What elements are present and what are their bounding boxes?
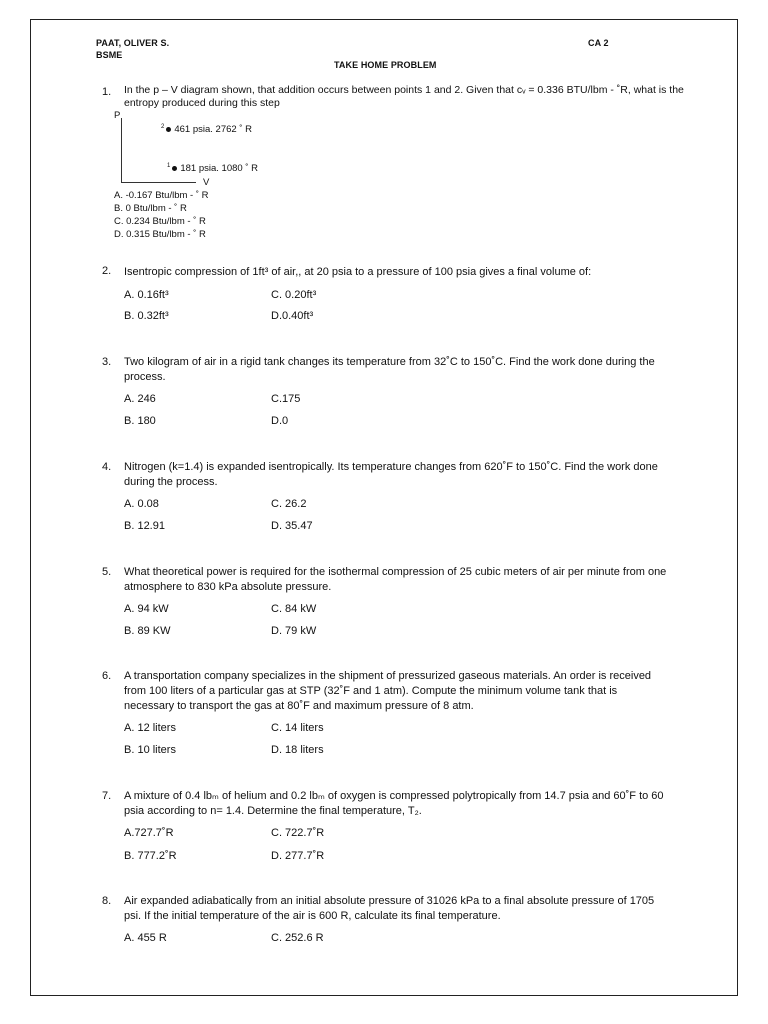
option-a: A.727.7˚R: [124, 827, 174, 839]
option-d: D. 277.7˚R: [271, 850, 325, 862]
option-b: B. 180: [124, 415, 156, 427]
option-b: B. 0 Btu/lbm - ˚ R: [114, 203, 187, 214]
question-text: Two kilogram of air in a rigid tank changes its temperature from 32˚C to 150˚C. Find the work done during the process.: [124, 356, 655, 383]
option-d: D. 35.47: [271, 520, 313, 532]
question-number: 8.: [102, 895, 112, 907]
question-text: In the p – V diagram shown, that addition occurs between points 1 and 2. Given that cᵥ = 0.336 BTU/lbm - ˚R, what is the entropy produced during this step: [124, 84, 684, 109]
question-text: Air expanded adiabatically from an initial absolute pressure of 31026 kPa to a final absolute pressure of 1705 psi. If the initial temperature of the air is 600 R, calculate its final temperature.: [124, 895, 655, 922]
question-text: A transportation company specializes in the shipment of pressurized gaseous materials. An order is received from 100 liters of a particular gas at STP (32˚F and 1 atm). Compute the minimum volume tank that is necessary to transport the gas at 80˚F and maximum pressure of 8 atm.: [124, 670, 652, 712]
document-code: CA 2: [588, 38, 609, 48]
option-b: B. 10 liters: [124, 744, 176, 756]
option-c: C. 84 kW: [271, 603, 317, 615]
option-a: A. 94 kW: [124, 603, 169, 615]
point-2-number: 2: [161, 124, 165, 130]
option-d: D.0: [271, 415, 289, 427]
question-number: 1.: [102, 86, 112, 98]
v-axis-line: [121, 182, 196, 183]
point-1-marker: [172, 166, 177, 171]
option-a: A. 12 liters: [124, 722, 176, 734]
option-b: B. 777.2˚R: [124, 850, 177, 862]
document-title: TAKE HOME PROBLEM: [334, 60, 437, 70]
option-a: A. -0.167 Btu/lbm - ˚ R: [114, 190, 209, 201]
option-d: D.0.40ft³: [271, 310, 314, 322]
point-2: [161, 124, 252, 135]
point-2-text: 461 psia. 2762 ˚ R: [174, 124, 252, 136]
option-c: C. 0.234 Btu/lbm - ˚ R: [114, 216, 206, 227]
p-axis-line: [121, 118, 122, 183]
question-number: 3.: [102, 356, 112, 368]
v-axis-label: V: [203, 177, 210, 188]
point-1: [167, 163, 258, 174]
option-a: A. 455 R: [124, 932, 167, 944]
question-number: 7.: [102, 790, 112, 802]
question-text: Isentropic compression of 1ft³ of air,, at 20 psia to a pressure of 100 psia gives a final volume of:: [124, 266, 592, 278]
question-number: 2.: [102, 265, 112, 277]
point-1-number: 1: [167, 163, 171, 169]
question-text: A mixture of 0.4 lbₘ of helium and 0.2 lbₘ of oxygen is compressed polytropically from 14.7 psia and 60˚F to 60 psia according to n= 1.4. Determine the final temperature, T₂.: [124, 790, 664, 817]
option-c: C. 252.6 R: [271, 932, 324, 944]
option-c: C.175: [271, 393, 301, 405]
option-b: B. 89 KW: [124, 625, 171, 637]
p-axis-label: P: [114, 110, 121, 121]
point-2-marker: [166, 127, 171, 132]
student-name: PAAT, OLIVER S.: [96, 38, 170, 48]
student-course: BSME: [96, 50, 123, 60]
option-a: A. 0.08: [124, 498, 159, 510]
option-c: C. 722.7˚R: [271, 827, 325, 839]
question-number: 6.: [102, 670, 112, 682]
option-b: B. 0.32ft³: [124, 310, 169, 322]
option-c: C. 26.2: [271, 498, 307, 510]
question-text: Nitrogen (k=1.4) is expanded isentropically. Its temperature changes from 620˚F to 150˚C. Find the work done during the process.: [124, 461, 658, 488]
option-a: A. 0.16ft³: [124, 289, 169, 301]
option-c: C. 14 liters: [271, 722, 324, 734]
option-c: C. 0.20ft³: [271, 289, 317, 301]
question-number: 4.: [102, 461, 112, 473]
question-text: What theoretical power is required for the isothermal compression of 25 cubic meters of air per minute from one atmosphere to 830 kPa absolute pressure.: [124, 566, 667, 593]
option-d: D. 0.315 Btu/lbm - ˚ R: [114, 229, 206, 240]
option-d: D. 79 kW: [271, 625, 317, 637]
option-d: D. 18 liters: [271, 744, 324, 756]
point-1-text: 181 psia. 1080 ˚ R: [180, 163, 258, 175]
option-b: B. 12.91: [124, 520, 165, 532]
question-number: 5.: [102, 566, 112, 578]
option-a: A. 246: [124, 393, 156, 405]
